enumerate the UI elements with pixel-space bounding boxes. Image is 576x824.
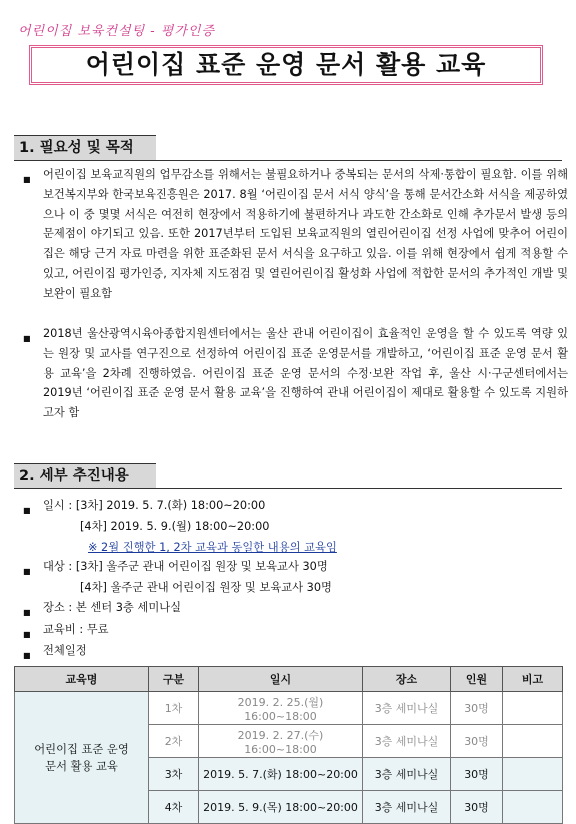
target-item: ■ 대상 : [3차] 울주군 관내 어린이집 원장 및 보육교사 30명	[23, 557, 328, 576]
note-cell	[503, 791, 563, 824]
square-bullet-icon: ■	[23, 651, 31, 660]
schedule-table	[14, 666, 563, 824]
header-note: 비고	[503, 667, 563, 692]
datetime-cell: 2019. 5. 9.(목) 18:00~20:00	[199, 791, 363, 824]
note-cell	[503, 725, 563, 758]
header-datetime: 일시	[199, 667, 363, 692]
place-cell: 3층 세미나실	[363, 791, 451, 824]
people-cell: 30명	[451, 725, 503, 758]
header-round: 구분	[149, 667, 199, 692]
section2-heading: 2. 세부 추진내용	[14, 463, 156, 489]
section2-divider	[14, 488, 562, 489]
round-cell: 1차	[149, 692, 199, 725]
place-cell: 3층 세미나실	[363, 692, 451, 725]
schedule-item: ■ 전체일정	[23, 641, 87, 660]
place-item: ■ 장소 : 본 센터 3층 세미나실	[23, 598, 181, 617]
date-note: ※ 2월 진행한 1, 2차 교육과 동일한 내용의 교육임	[88, 541, 337, 554]
header-place: 장소	[363, 667, 451, 692]
people-cell: 30명	[451, 758, 503, 791]
date-line-2: [4차] 2019. 5. 9.(월) 18:00~20:00	[80, 520, 270, 533]
course-name-cell: 어린이집 표준 운영 문서 활용 교육	[15, 692, 149, 824]
place-cell: 3층 세미나실	[363, 758, 451, 791]
place-cell: 3층 세미나실	[363, 725, 451, 758]
people-cell: 30명	[451, 692, 503, 725]
datetime-cell: 2019. 2. 25.(월) 16:00~18:00	[199, 692, 363, 725]
target-line-2: [4차] 울주군 관내 어린이집 원장 및 보육교사 30명	[80, 581, 332, 594]
round-cell: 4차	[149, 791, 199, 824]
square-bullet-icon: ■	[23, 506, 31, 515]
square-bullet-icon: ■	[23, 334, 31, 343]
section1-heading: 1. 필요성 및 목적	[14, 135, 156, 161]
datetime-cell: 2019. 5. 7.(화) 18:00~20:00	[199, 758, 363, 791]
round-cell: 2차	[149, 725, 199, 758]
square-bullet-icon: ■	[23, 630, 31, 639]
note-cell	[503, 692, 563, 725]
section1-paragraph-1: ■ 어린이집 보육교직원의 업무감소를 위해서는 불필요하거나 중복되는 문서의 삭제·통합이 필요함. 이를 위해 보건복지부와 한국보육진흥원은 2017. 8월 ‘어린이집 문서 서식 양식’을 통해 문서간소화 서식을 제공하였으나 이 중 몇몇 서식은 여전히 현장에서 적용하기에 불편하거나 과도한 간소화로 인해 추가문서 발생 등의 문제점이 야기되고 있음. 또한 2017년부터 도입된 보육교직원의 열린어린이집 선정 사업에 맞추어 어린이집은 해당 근거 자료 마련을 위한 표준화된 문서 서식을 요구하고 있음. 이를 위해 현장에서 쉽게 적용할 수 있고, 어린이집 평가인증, 지자체 지도점검 및 열린어린이집 활성화 사업에 적합한 문서의 추가적인 개발 및 보완이 필요함	[23, 168, 568, 300]
people-cell: 30명	[451, 791, 503, 824]
round-cell: 3차	[149, 758, 199, 791]
header-people: 인원	[451, 667, 503, 692]
header-course: 교육명	[15, 667, 149, 692]
header-tagline: 어린이집 보육컨설팅 - 평가인증	[18, 24, 216, 39]
section1-paragraph-2: ■ 2018년 울산광역시육아종합지원센터에서는 울산 관내 어린이집이 효율적인 운영을 할 수 있도록 역량 있는 원장 및 교사를 연구진으로 선정하여 어린이집 표준 운영문서를 개발하고, ‘어린이집 표준 운영 문서 활용 교육’을 2차례 진행하였음. 어린이집 표준 운영 문서의 수정·보완 작업 후, 울산 시·구군센터에서는 2019년 ‘어린이집 표준 운영 문서 활용 교육’을 진행하여 관내 어린이집이 제대로 활용할 수 있도록 지원하고자 함	[23, 327, 568, 420]
square-bullet-icon: ■	[23, 567, 31, 576]
square-bullet-icon: ■	[23, 175, 31, 184]
date-item: ■ 일시 : [3차] 2019. 5. 7.(화) 18:00~20:00	[23, 496, 265, 515]
section1-divider	[14, 160, 562, 161]
table-row	[15, 692, 563, 725]
fee-item: ■ 교육비 : 무료	[23, 620, 109, 639]
datetime-cell: 2019. 2. 27.(수) 16:00~18:00	[199, 725, 363, 758]
page-title: 어린이집 표준 운영 문서 활용 교육	[29, 45, 543, 85]
note-cell	[503, 758, 563, 791]
table-header-row	[15, 667, 563, 692]
square-bullet-icon: ■	[23, 608, 31, 617]
